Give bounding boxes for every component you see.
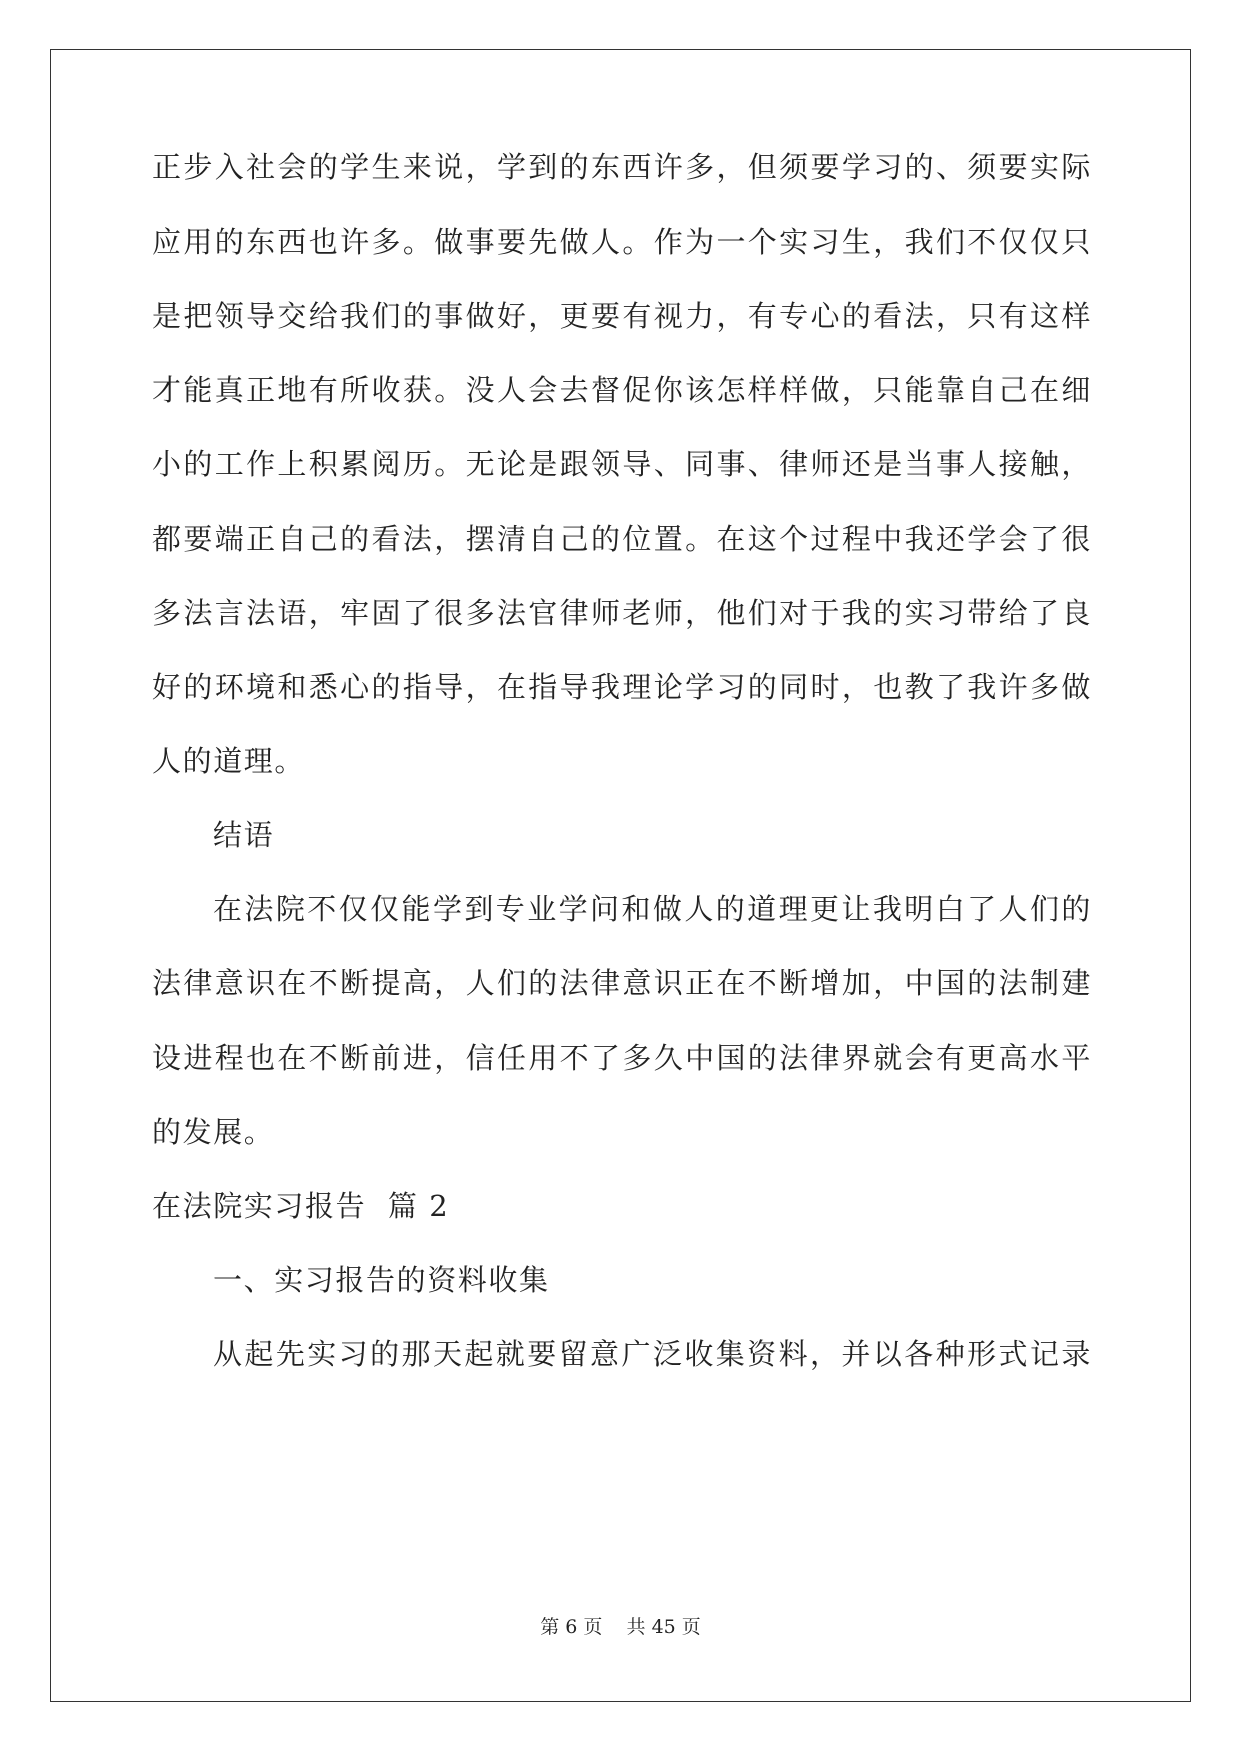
text-line: 从起先实习的那天起就要留意广泛收集资料，并以各种形式记录	[213, 1337, 1092, 1371]
text-line: 好的环境和悉心的指导，在指导我理论学习的同时，也教了我许多做	[152, 670, 1092, 704]
text-line: 是把领导交给我们的事做好，更要有视力，有专心的看法，只有这样	[152, 299, 1092, 333]
text-line: 设进程也在不断前进，信任用不了多久中国的法律界就会有更高水平	[152, 1041, 1092, 1075]
text-line: 法律意识在不断提高，人们的法律意识正在不断增加，中国的法制建	[152, 966, 1092, 1000]
text-line: 才能真正地有所收获。没人会去督促你该怎样样做，只能靠自己在细	[152, 373, 1092, 407]
text-line: 多法言法语，牢固了很多法官律师老师，他们对于我的实习带给了良	[152, 596, 1092, 630]
text-line: 小的工作上积累阅历。无论是跟领导、同事、律师还是当事人接触，	[152, 447, 1092, 481]
page-number-label: 第 6 页 共 45 页	[540, 1616, 701, 1638]
subheading: 一、实习报告的资料收集	[213, 1263, 550, 1297]
text-line: 应用的东西也许多。做事要先做人。作为一个实习生，我们不仅仅只	[152, 225, 1092, 259]
text-line: 在法院不仅仅能学到专业学问和做人的道理更让我明白了人们的	[213, 892, 1092, 926]
section-title: 在法院实习报告 篇 2	[152, 1189, 450, 1223]
text-line: 的发展。	[152, 1115, 275, 1149]
text-line: 都要端正自己的看法，摆清自己的位置。在这个过程中我还学会了很	[152, 522, 1092, 556]
page-footer	[0, 1615, 1241, 1639]
text-line: 正步入社会的学生来说，学到的东西许多，但须要学习的、须要实际	[152, 150, 1092, 184]
conclusion-heading: 结语	[213, 818, 275, 852]
text-line: 人的道理。	[152, 744, 306, 778]
